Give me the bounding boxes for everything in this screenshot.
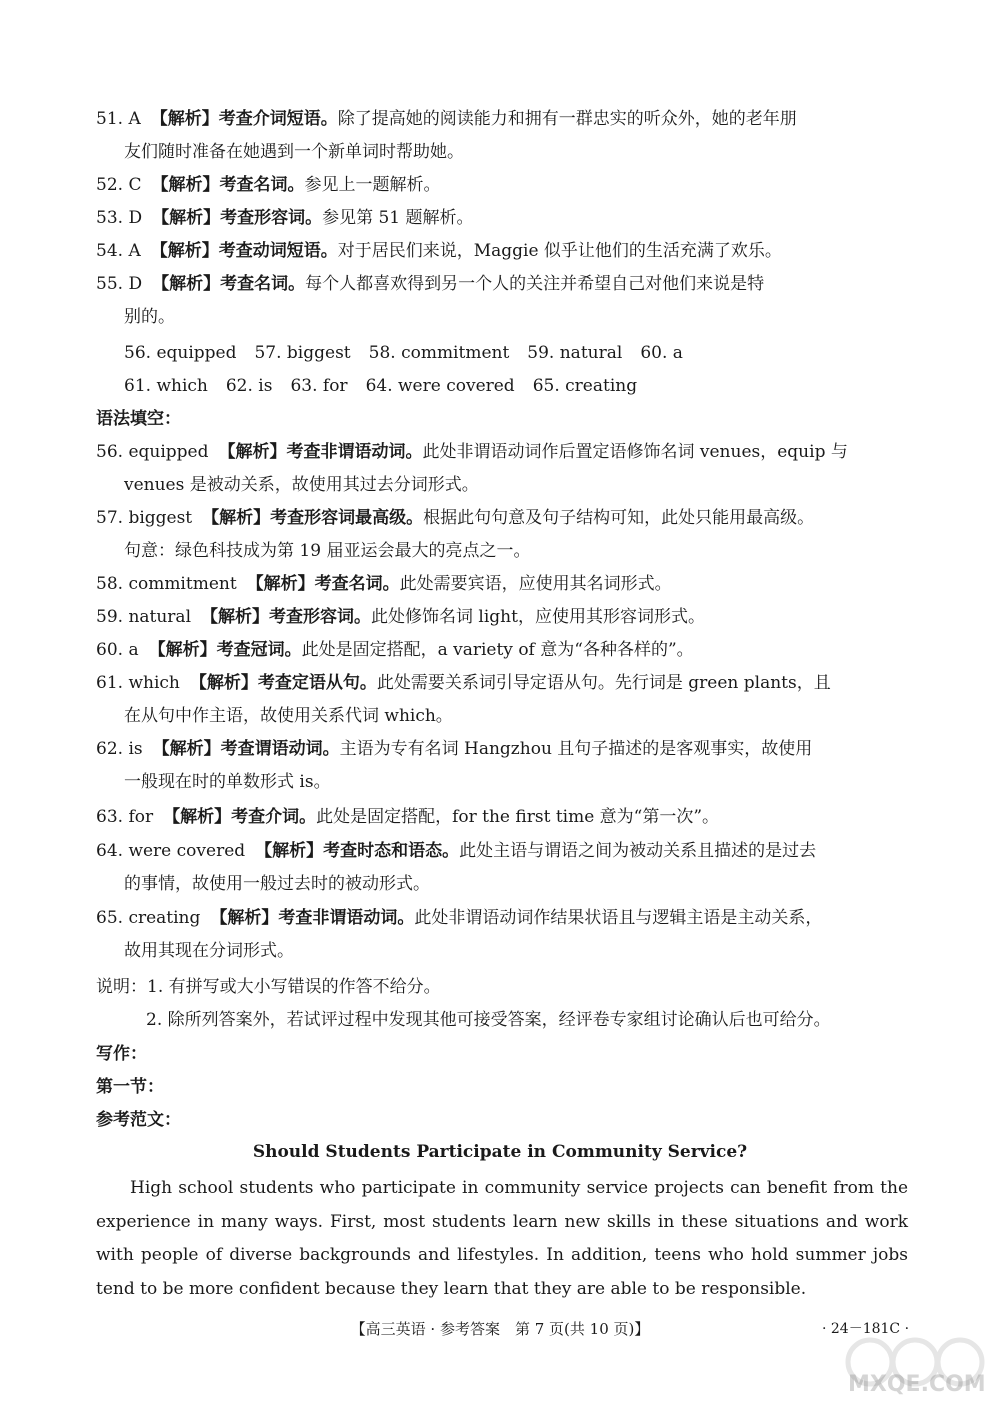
answer-item: 57. biggest [254,343,351,363]
explanation-text: 每个人都喜欢得到另一个人的关注并希望自己对他们来说是特 [305,274,765,294]
answer-number: 62. is [96,739,143,759]
mc-explanation-line: 友们随时准备在她遇到一个新单词时帮助她。 [124,142,464,162]
mc-explanation-line [96,108,797,130]
grammar-explanation-line [96,907,822,929]
analysis-tag: 【解析】 [246,574,315,594]
grammar-heading: 语法填空： [96,409,181,429]
explanation-text: 此处修饰名词 light，应使用其形容词形式。 [371,607,705,627]
analysis-tag: 【解析】 [202,508,271,528]
topic-label: 考查名词。 [220,274,306,294]
watermark-text: MXQE.COM [848,1372,986,1397]
topic-label: 考查动词短语。 [218,241,338,261]
analysis-tag: 【解析】 [150,109,219,129]
exam-code: · 24－181C · [822,1321,910,1337]
answer-row-2 [124,375,655,397]
answer-number: 60. a [96,640,139,660]
answer-item: 56. equipped [124,343,237,363]
mc-explanation-line [96,174,440,196]
topic-label: 考查冠词。 [216,640,302,660]
answer-number: 56. equipped [96,442,209,462]
answer-number: 52. C [96,175,142,195]
grammar-explanation-line [96,806,719,828]
topic-label: 考查非谓语动词。 [286,442,423,462]
section-heading: 第一节： [96,1077,164,1097]
grammar-explanation-line [96,639,694,661]
explanation-text: 此处需要关系词引导定语从句。先行词是 green plants，且 [376,673,831,693]
answer-item: 61. which [124,376,208,396]
explanation-text: 此处是固定搭配，for the first time 意为“第一次”。 [316,807,720,827]
topic-label: 考查形容词。 [220,208,323,228]
topic-label: 考查介词短语。 [218,109,338,129]
answer-number: 63. for [96,807,154,827]
answer-row-1 [124,342,701,364]
explanation-text: 此处主语与谓语之间为被动关系且描述的是过去 [459,841,817,861]
explanation-text: 除了提高她的阅读能力和拥有一群忠实的听众外，她的老年朋 [337,109,797,129]
grammar-explanation-line [96,573,672,595]
topic-label: 考查非谓语动词。 [278,908,415,928]
analysis-tag: 【解析】 [210,908,279,928]
mc-explanation-line [96,273,764,295]
topic-label: 考查介词。 [231,807,317,827]
answer-item: 59. natural [527,343,623,363]
grammar-explanation-line: 故用其现在分词形式。 [124,941,294,961]
answer-item: 63. for [290,376,348,396]
analysis-tag: 【解析】 [150,241,219,261]
answer-number: 55. D [96,274,143,294]
grammar-explanation-line: 的事情，故使用一般过去时的被动形式。 [124,874,430,894]
analysis-tag: 【解析】 [148,640,217,660]
explanation-text: 根据此句句意及句子结构可知，此处只能用最高级。 [423,508,815,528]
topic-label: 考查名词。 [219,175,305,195]
explanation-text: 此处非谓语动词作后置定语修饰名词 venues，equip 与 [422,442,848,462]
grammar-explanation-line: 在从句中作主语，故使用关系代词 which。 [124,706,453,726]
answer-number: 51. A [96,109,141,129]
answer-number: 58. commitment [96,574,237,594]
page-footer: 【高三英语 · 参考答案 第 7 页(共 10 页)】 [350,1320,650,1338]
explanation-text: 参见上一题解析。 [304,175,441,195]
answer-item: 60. a [640,343,683,363]
explanation-text: 此处是固定搭配，a variety of 意为“各种各样的”。 [301,640,694,660]
explanation-text: 主语为专有名词 Hangzhou 且句子描述的是客观事实，故使用 [339,739,813,759]
analysis-tag: 【解析】 [255,841,324,861]
analysis-tag: 【解析】 [152,274,221,294]
explanation-text: 参见第 51 题解析。 [322,208,474,228]
explanation-text: 此处非谓语动词作结果状语且与逻辑主语是主动关系， [414,908,823,928]
analysis-tag: 【解析】 [151,175,220,195]
topic-label: 考查定语从句。 [257,673,377,693]
analysis-tag: 【解析】 [163,807,232,827]
topic-label: 考查时态和语态。 [323,841,460,861]
note-1: 说明：1. 有拼写或大小写错误的作答不给分。 [96,977,441,997]
topic-label: 考查形容词最高级。 [270,508,424,528]
mc-explanation-line [96,207,474,229]
analysis-tag: 【解析】 [152,739,221,759]
note-2: 2. 除所列答案外，若试评过程中发现其他可接受答案，经评卷专家组讨论确认后也可给分。 [146,1010,831,1030]
grammar-explanation-line: 句意：绿色科技成为第 19 届亚运会最大的亮点之一。 [124,541,531,561]
grammar-explanation-line [96,441,848,463]
grammar-explanation-line [96,606,705,628]
explanation-text: 此处需要宾语，应使用其名词形式。 [399,574,672,594]
answer-number: 61. which [96,673,180,693]
answer-number: 54. A [96,241,141,261]
answer-item: 64. were covered [365,376,515,396]
topic-label: 考查形容词。 [269,607,372,627]
answer-number: 64. were covered [96,841,246,861]
analysis-tag: 【解析】 [189,673,258,693]
writing-heading: 写作： [96,1044,147,1064]
grammar-explanation-line: 一般现在时的单数形式 is。 [124,772,331,792]
answer-number: 65. creating [96,908,201,928]
answer-number: 59. natural [96,607,192,627]
answer-item: 58. commitment [368,343,510,363]
mc-explanation-line [96,240,782,262]
essay-paragraph: High school students who participate in community service projects can benefit from the experience in many ways. First, most students learn new skills in these situations and work with people of diverse backgrounds and lifestyles. In addition, teens who hold summer jobs tend to be more confident because they learn that they are able to be responsible. [96,1178,908,1299]
mc-explanation-line: 别的。 [124,307,175,327]
grammar-explanation-line: venues 是被动关系，故使用其过去分词形式。 [124,475,479,495]
grammar-explanation-line [96,840,816,862]
analysis-tag: 【解析】 [152,208,221,228]
sample-heading: 参考范文： [96,1110,181,1130]
answer-number: 57. biggest [96,508,193,528]
grammar-explanation-line [96,672,831,694]
topic-label: 考查谓语动词。 [220,739,340,759]
grammar-explanation-line [96,507,814,529]
grammar-explanation-line [96,738,812,760]
answer-item: 65. creating [532,376,638,396]
essay-body [96,1172,908,1306]
answer-item: 62. is [225,376,273,396]
topic-label: 考查名词。 [314,574,400,594]
answer-number: 53. D [96,208,143,228]
explanation-text: 对于居民们来说，Maggie 似乎让他们的生活充满了欢乐。 [337,241,782,261]
analysis-tag: 【解析】 [218,442,287,462]
analysis-tag: 【解析】 [201,607,270,627]
essay-title: Should Students Participate in Community Service? [252,1142,748,1162]
